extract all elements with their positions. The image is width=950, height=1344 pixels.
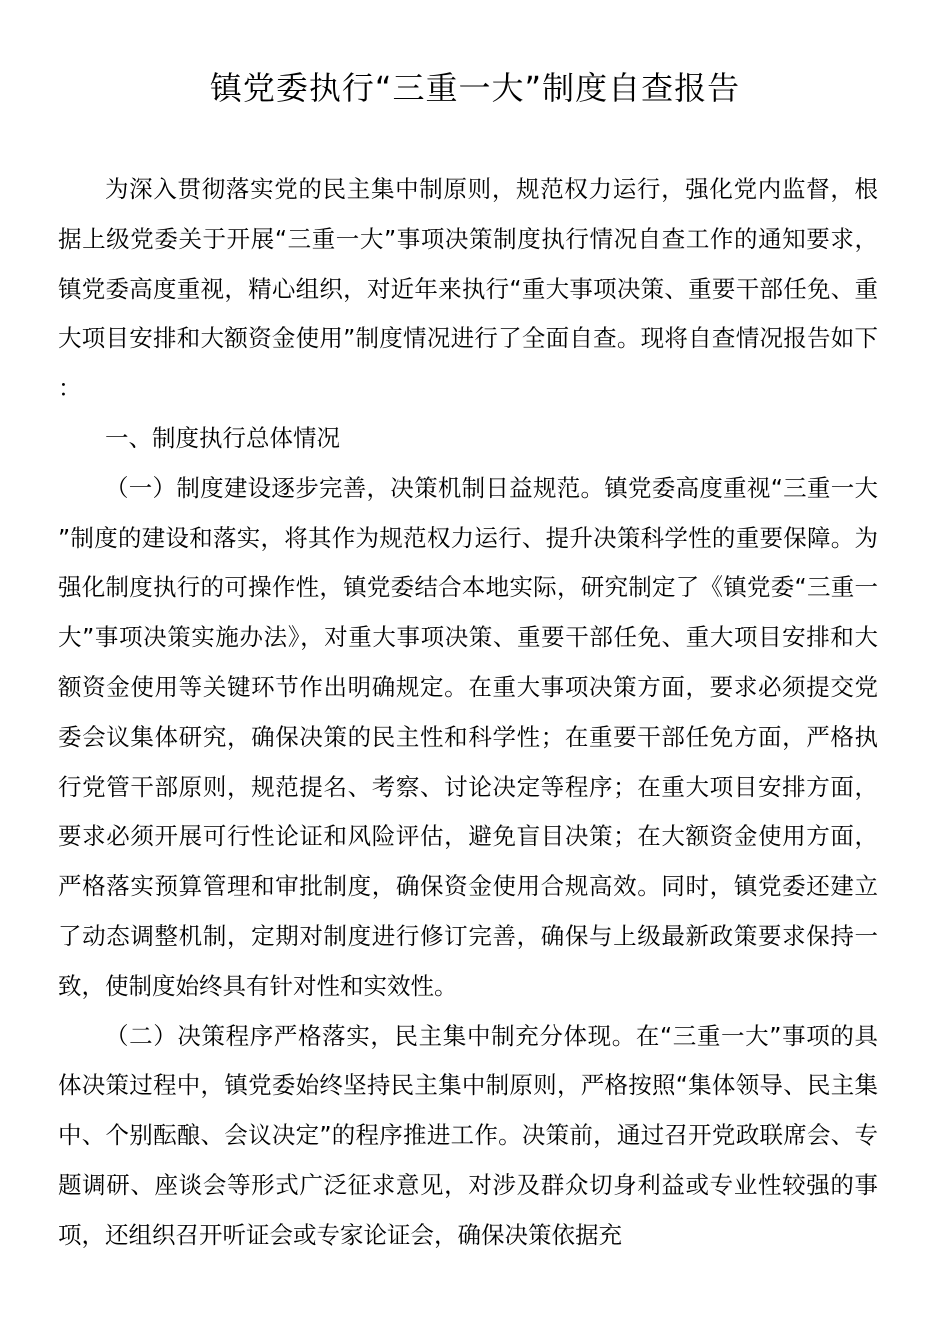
document-title: 镇党委执行“三重一大”制度自查报告 — [209, 69, 741, 107]
subsection-paragraph-2: （二）决策程序严格落实，民主集中制充分体现。在“三重一大”事项的具体决策过程中，镇党委始终坚持民主集中制原则，严格按照“集体领导、民主集中、个别酝酿、会议决定”的程序推进工作。决策前，通过召开党政联席会、专题调研、座谈会等形式广泛征求意见，对涉及群众切身利益或专业性较强的事项，还组织召开听证会或专家论证会，确保决策依据充 — [58, 1021, 878, 1249]
subsection-paragraph-1: （一）制度建设逐步完善，决策机制日益规范。镇党委高度重视“三重一大”制度的建设和落实，将其作为规范权力运行、提升决策科学性的重要保障。为强化制度执行的可操作性，镇党委结合本地实际，研究制定了《镇党委“三重一大”事项决策实施办法》，对重大事项决策、重要干部任免、重大项目安排和大额资金使用等关键环节作出明确规定。在重大事项决策方面，要求必须提交党委会议集体研究，确保决策的民主性和科学性；在重要干部任免方面，严格执行党管干部原则，规范提名、考察、讨论决定等程序；在重大项目安排方面，要求必须开展可行性论证和风险评估，避免盲目决策；在大额资金使用方面，严格落实预算管理和审批制度，确保资金使用合规高效。同时，镇党委还建立了动态调整机制，定期对制度进行修订完善，确保与上级最新政策要求保持一致，使制度始终具有针对性和实效性。 — [58, 473, 878, 1000]
intro-paragraph: 为深入贯彻落实党的民主集中制原则，规范权力运行，强化党内监督，根据上级党委关于开展“三重一大”事项决策制度执行情况自查工作的通知要求，镇党委高度重视，精心组织，对近年来执行“重大事项决策、重要干部任免、重大项目安排和大额资金使用”制度情况进行了全面自查。现将自查情况报告如下： — [58, 175, 878, 403]
document-body — [58, 165, 878, 1261]
section-heading: 一、制度执行总体情况 — [105, 423, 340, 452]
